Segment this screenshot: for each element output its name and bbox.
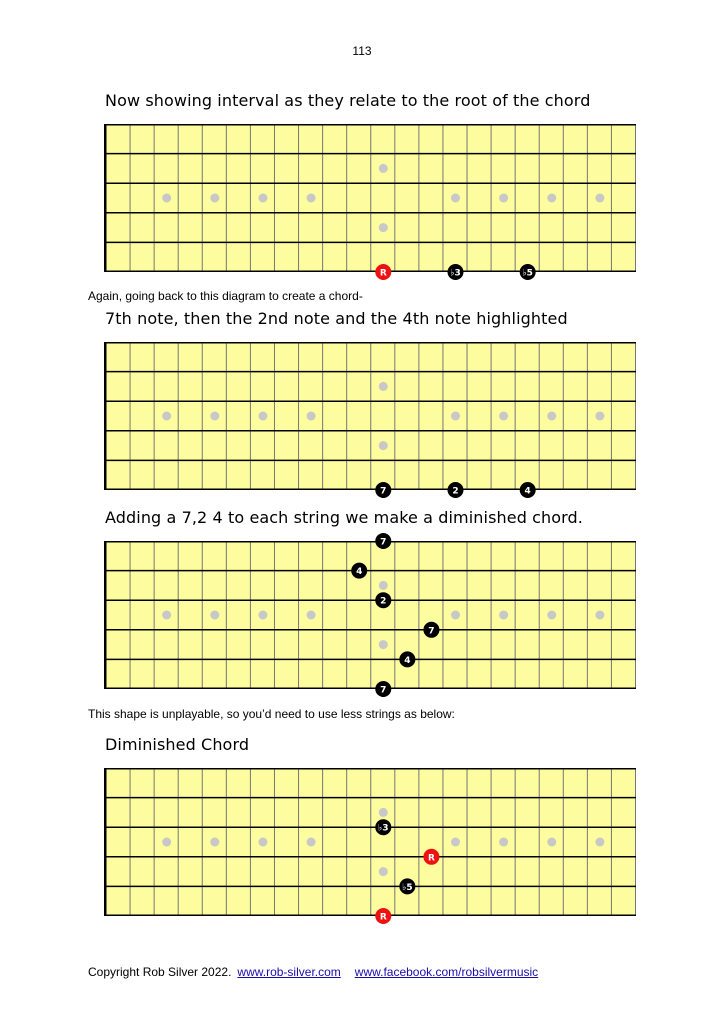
fret-inlay-dot — [307, 838, 316, 847]
fret-inlay-dot — [258, 412, 267, 421]
note-label: ♭5 — [402, 882, 413, 893]
fret-inlay-dot — [451, 611, 460, 620]
fretboard-svg — [104, 768, 636, 923]
note-label: R — [379, 912, 387, 923]
fret-inlay-dot — [595, 412, 604, 421]
fretboard-svg — [104, 124, 636, 279]
fret-inlay-dot — [547, 412, 556, 421]
caption-unplayable: This shape is unplayable, so you’d need to use less strings as below: — [88, 707, 455, 721]
fret-inlay-dot — [499, 194, 508, 203]
note-label: R — [379, 268, 387, 279]
fret-inlay-dot — [210, 194, 219, 203]
fretboard-diagram-highlighted — [104, 342, 636, 497]
facebook-link[interactable]: www.facebook.com/robsilvermusic — [354, 965, 539, 979]
note-label: 7 — [380, 486, 387, 497]
fret-inlay-dot — [379, 867, 388, 876]
fret-inlay-dot — [499, 838, 508, 847]
fret-inlay-dot — [258, 838, 267, 847]
interval-note-marker — [375, 819, 391, 835]
nut — [104, 541, 107, 689]
fret-inlay-dot — [499, 412, 508, 421]
interval-note-marker — [375, 592, 391, 608]
note-label: 2 — [380, 596, 387, 607]
fret-inlay-dot — [547, 611, 556, 620]
fret-inlay-dot — [595, 194, 604, 203]
fretboard-diagram-intervals — [104, 124, 636, 279]
website-link[interactable]: www.rob-silver.com — [237, 965, 341, 979]
fret-inlay-dot — [307, 611, 316, 620]
interval-note-marker — [447, 482, 463, 498]
fret-inlay-dot — [379, 808, 388, 817]
fret-inlay-dot — [379, 441, 388, 450]
fret-inlay-dot — [547, 838, 556, 847]
fret-inlay-dot — [162, 611, 171, 620]
heading-highlighted-notes: 7th note, then the 2nd note and the 4th note highlighted — [105, 309, 568, 328]
fretboard-svg — [104, 342, 636, 497]
fretboard-diagram-diminished — [104, 768, 636, 923]
fret-inlay-dot — [210, 412, 219, 421]
fret-inlay-dot — [451, 838, 460, 847]
fret-inlay-dot — [547, 194, 556, 203]
interval-note-marker — [520, 264, 536, 280]
fretboard-diagram-all-strings — [104, 537, 636, 696]
interval-note-marker — [520, 482, 536, 498]
fret-inlay-dot — [379, 640, 388, 649]
interval-note-marker — [447, 264, 463, 280]
fret-inlay-dot — [595, 838, 604, 847]
note-label: 4 — [524, 486, 531, 497]
note-label: 7 — [380, 537, 387, 548]
page-number: 113 — [352, 44, 372, 58]
interval-note-marker — [399, 651, 415, 667]
fret-inlay-dot — [379, 164, 388, 173]
fret-inlay-dot — [499, 611, 508, 620]
fret-inlay-dot — [162, 194, 171, 203]
fret-inlay-dot — [307, 412, 316, 421]
note-label: ♭5 — [522, 268, 533, 279]
fret-inlay-dot — [595, 611, 604, 620]
root-note-marker — [375, 908, 391, 924]
heading-diminished-chord: Diminished Chord — [105, 735, 250, 754]
footer-copyright: Copyright Rob Silver 2022. — [88, 965, 232, 979]
note-label: R — [427, 853, 435, 864]
interval-note-marker — [375, 681, 391, 697]
note-label: 7 — [380, 685, 387, 696]
note-label: 4 — [356, 567, 363, 578]
note-label: 4 — [404, 655, 411, 666]
root-note-marker — [423, 849, 439, 865]
interval-note-marker — [423, 622, 439, 638]
fret-inlay-dot — [379, 223, 388, 232]
fret-inlay-dot — [451, 412, 460, 421]
caption-back-to-diagram: Again, going back to this diagram to create a chord- — [88, 289, 363, 303]
interval-note-marker — [375, 533, 391, 549]
root-note-marker — [375, 264, 391, 280]
fret-inlay-dot — [210, 838, 219, 847]
interval-note-marker — [399, 878, 415, 894]
note-label: 2 — [452, 486, 459, 497]
note-label: ♭3 — [450, 268, 461, 279]
footer — [88, 965, 538, 979]
fret-inlay-dot — [258, 194, 267, 203]
fretboard-svg — [104, 537, 636, 696]
interval-note-marker — [375, 482, 391, 498]
nut — [104, 124, 107, 272]
fret-inlay-dot — [379, 382, 388, 391]
nut — [104, 768, 107, 916]
fret-inlay-dot — [258, 611, 267, 620]
fret-inlay-dot — [307, 194, 316, 203]
heading-diminished-all-strings: Adding a 7,2 4 to each string we make a diminished chord. — [105, 508, 583, 527]
note-label: 7 — [428, 626, 435, 637]
fret-inlay-dot — [162, 412, 171, 421]
nut — [104, 342, 107, 490]
note-label: ♭3 — [378, 823, 389, 834]
fret-inlay-dot — [210, 611, 219, 620]
interval-note-marker — [351, 563, 367, 579]
fret-inlay-dot — [451, 194, 460, 203]
fret-inlay-dot — [379, 581, 388, 590]
fret-inlay-dot — [162, 838, 171, 847]
heading-intervals: Now showing interval as they relate to the root of the chord — [105, 91, 591, 110]
